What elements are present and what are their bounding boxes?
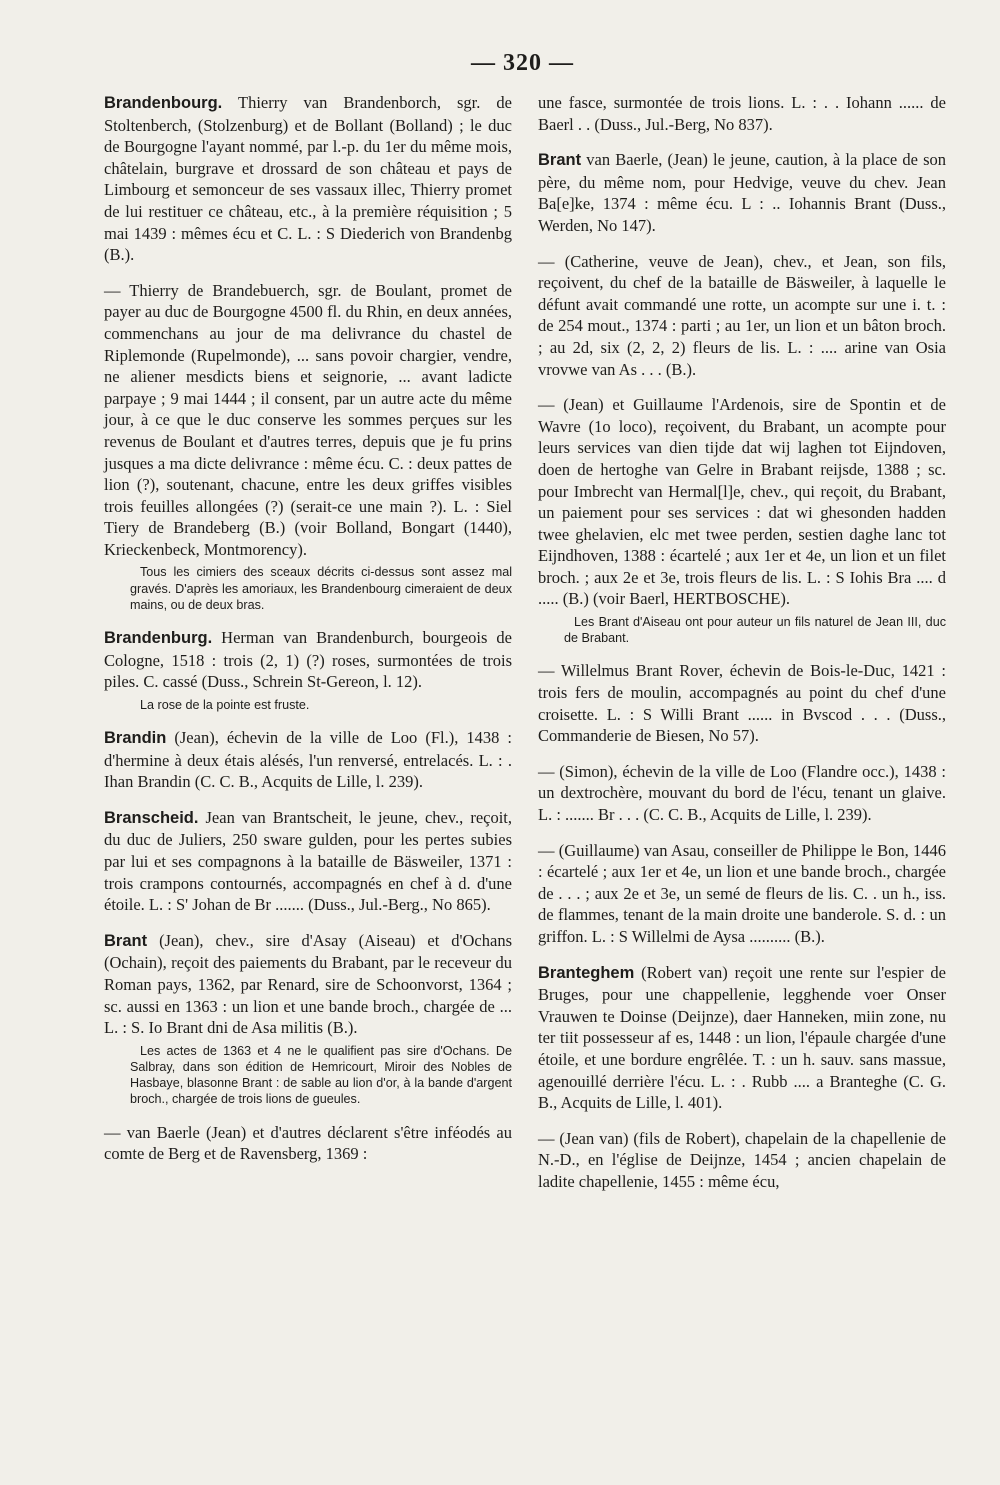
entry-paragraph <box>104 1122 512 1165</box>
dictionary-entry <box>104 1122 512 1165</box>
dictionary-entry <box>538 962 946 1114</box>
entry-headword: Branscheid. <box>104 808 199 827</box>
page-number: — 320 — <box>471 50 574 76</box>
entry-text: une fasce, surmontée de trois lions. L. : . . Iohann ...... de Baerl . . (Duss., Jul.-Berg, No 837). <box>538 93 946 134</box>
entry-paragraph <box>104 92 512 266</box>
dictionary-entry <box>104 727 512 793</box>
entry-paragraph <box>538 92 946 135</box>
entry-text: — (Guillaume) van Asau, conseiller de Philippe le Bon, 1446 : écartelé ; aux 1er et 4e, un lion et une bande broch., chargée de . . . ; aux 2e et 3e, un semé de fleurs de lis. C. . un h., iss. de flammes, tenant de la main droite une banderole. S. d. : un griffon. L. : S Willelmi de Aysa .......... (B.). <box>538 840 946 946</box>
dictionary-entry <box>538 761 946 826</box>
entry-paragraph <box>538 840 946 948</box>
entry-paragraph <box>104 280 512 561</box>
entry-text: Jean van Brantscheit, le jeune, chev., reçoit, du duc de Juliers, 250 sware gulden, pour les pertes subies par lui et ses compagnons à la bataille de Bäsweiler, 1371 : trois crampons contournés, accompagnés en chef à d. d'une étoile. L. : S' Johan de Br ....... (Duss., Jul.-Berg., No 865). <box>104 807 513 915</box>
entry-paragraph <box>538 149 946 236</box>
dictionary-entry <box>538 660 946 746</box>
entry-text: — (Jean) et Guillaume l'Ardenois, sire de Spontin et de Wavre (1o loco), reçoivent, du Brabant, un acompte pour leurs services van dien tijde dat wij laghen tot Eijndoven, doen de hertoghe van Gelre in Brabant reijsde, 1388 ; sc. pour Imbrecht van Hermal[l]e, chev., qui reçoit, du Brabant, un paiement pour ses services : dat wi ghesonden hadden twee ghelavien, elc met twee perden, sestien daghe lanc tot Eijndhoven, 1388 : écartelé ; aux 1er et 4e, un lion et un filet broch. ; aux 2e et 3e, trois fleurs de lis. L. : S Iohis Bra .... d ..... (B.) (voir Baerl, HERTBOSCHE). <box>538 395 946 609</box>
entry-text: (Jean), échevin de la ville de Loo (Fl.), 1438 : d'hermine à deux étais alésés, l'un renversé, entrelacés. L. : . Ihan Brandin (C. C. B., Acquits de Lille, l. 239). <box>104 728 513 792</box>
dictionary-entry <box>538 251 946 381</box>
left-column <box>104 92 512 1179</box>
entry-text: — Willelmus Brant Rover, échevin de Bois-le-Duc, 1421 : trois fers de moulin, accompagnés au point du chef d'une croisette. L. : S Willi Brant ...... in Bvscod . . . (Duss., Commanderie de Biesen, No 57). <box>538 661 946 746</box>
dictionary-entry <box>538 1128 946 1193</box>
entry-paragraph <box>538 962 946 1114</box>
entry-text: van Baerle, (Jean) le jeune, caution, à la place de son père, du même nom, pour Hedvige, veuve du chev. Jean Ba[e]ke, 1374 : même écu. L : .. Iohannis Brant (Duss., Werden, No 147). <box>538 150 947 235</box>
entry-paragraph <box>104 627 512 693</box>
entry-text: Herman van Brandenburch, bourgeois de Cologne, 1518 : trois (2, 1) (?) roses, surmontées de trois piles. C. cassé (Duss., Schrein St-Gereon, l. 12). <box>104 628 512 692</box>
entry-text: — Thierry de Brandebuerch, sgr. de Boulant, promet de payer au duc de Bourgogne 4500 fl. du Rhin, en deux années, commenchans au jour de ma delivrance du chastel de Riplemonde (Rupelmonde), ... sans povoir chargier, vendre, ne aliener mesdicts biens et seignorie, ... avant ladicte parpaye ; 9 mai 1444 ; il consent, par un autre acte du même jour, à ce que le duc conserve les sommes perçues sur les revenus de Boulant et d'autres terres, depuis que je fu prins jusques a ma dicte delivrance : même écu. C. : deux pattes de lion (?), soutenant, chacune, entre les deux griffes visibles trois feuilles allongées (?) (serait-ce une main ?). L. : Siel Tiery de Brandeberg (B.) (voir Bolland, Bongart (1440), Krieckenbeck, Montmorency). <box>104 280 512 559</box>
entry-paragraph <box>104 807 512 916</box>
dictionary-entry <box>104 627 512 713</box>
entry-headword: Brandin <box>104 729 167 748</box>
right-column <box>538 92 946 1207</box>
entry-paragraph <box>104 727 512 793</box>
dictionary-entry <box>538 394 946 646</box>
entry-headword: Brandenbourg. <box>104 94 223 112</box>
entry-text: — van Baerle (Jean) et d'autres déclarent s'être inféodés au comte de Berg et de Ravensberg, 1369 : <box>104 1122 512 1164</box>
entry-paragraph <box>538 251 946 381</box>
dictionary-entry <box>538 149 946 236</box>
entry-headword: Brant <box>104 931 148 950</box>
dictionary-entry <box>104 930 512 1108</box>
entry-paragraph <box>104 930 512 1039</box>
dictionary-entry <box>104 280 512 613</box>
entry-text: — (Simon), échevin de la ville de Loo (Flandre occ.), 1438 : un dextrochère, mouvant du bord de l'écu, tenant un glaive. L. : ....... Br . . . (C. C. B., Acquits de Lille, l. 239). <box>538 761 946 825</box>
entry-paragraph <box>538 660 946 746</box>
entry-headword: Branteghem <box>538 963 635 982</box>
entry-paragraph <box>538 761 946 826</box>
entry-text: (Jean), chev., sire d'Asay (Aiseau) et d'Ochans (Ochain), reçoit des paiements du Brabant, par le receveur du Roman pays, 1362, par Renard, sire de Schoonvorst, 1364 ; sc. aussi en 1363 : un lion et une bande broch., chargée de ... L. : S. Io Brant dni de Asa militis (B.). <box>104 930 512 1038</box>
entry-note: Les actes de 1363 et 4 ne le qualifient pas sire d'Ochans. De Salbray, dans son édition de Hemricourt, Miroir des Nobles de Hasbaye, blasonne Brant : de sable au lion d'or, à la bande d'argent broch., chargée de trois lions de gueules. <box>130 1043 512 1107</box>
entry-text: (Robert van) reçoit une rente sur l'espier de Bruges, pour une chappellenie, legghende voer Onser Vrauwen te Doinse (Deijnze), daer Hanneken, miin zone, nu ter tiit possesseur af es, 1448 : un lion, l'épaule chargée d'une étoile, et une bordure engrêlée. T. : un h. sauv. sans massue, agenouillé derrière l'écu. L. : . Rubb .... a Branteghe (C. G. B., Acquits de Lille, l. 401). <box>538 962 946 1113</box>
entry-text: — (Jean van) (fils de Robert), chapelain de la chapellenie de N.-D., en l'église de Deijnze, 1454 ; ancien chapelain de ladite chapellenie, 1455 : même écu, <box>538 1128 946 1191</box>
dictionary-entry <box>538 840 946 948</box>
entry-paragraph <box>538 1128 946 1193</box>
dictionary-entry <box>538 92 946 135</box>
dictionary-entry <box>104 807 512 916</box>
entry-note: Les Brant d'Aiseau ont pour auteur un fils naturel de Jean III, duc de Brabant. <box>564 615 946 646</box>
entry-note: La rose de la pointe est fruste. <box>140 697 310 712</box>
entry-text: — (Catherine, veuve de Jean), chev., et Jean, son fils, reçoivent, du chef de la bataille de Bäsweiler, à laquelle le défunt avait commandé une rotte, un acompte sur une i. t. : de 254 mout., 1374 : parti ; au 1er, un lion et un bâton broch. ; au 2d, six (2, 2, 2) fleurs de lis. L. : .... arine van Osia vrovwe van As . . . (B.). <box>538 251 946 379</box>
entry-paragraph <box>538 394 946 610</box>
entry-headword: Brant <box>538 151 582 170</box>
entry-headword: Brandenburg. <box>104 629 213 648</box>
entry-text: Thierry van Brandenborch, sgr. de Stoltenberch, (Stolzenburg) et de Bollant (Bolland) ; le duc de Bourgogne l'ayant nommé, par l.-p. du 1er du même mois, châtelain, burgrave et drossard de son château et pays de Limbourg et semonceur de ses vassaux illec, Thierry promet de lui restituer ce château, etc., à la première réquisition ; 5 mai 1439 : mêmes écu et C. L. : S Diederich von Brandenbg (B.). <box>104 93 513 265</box>
entry-note: Tous les cimiers des sceaux décrits ci-dessus sont assez mal gravés. D'après les amoriaux, les Brandenbourg cimeraient de deux mains, ou de deux bras. <box>130 565 512 612</box>
dictionary-entry <box>104 92 512 266</box>
